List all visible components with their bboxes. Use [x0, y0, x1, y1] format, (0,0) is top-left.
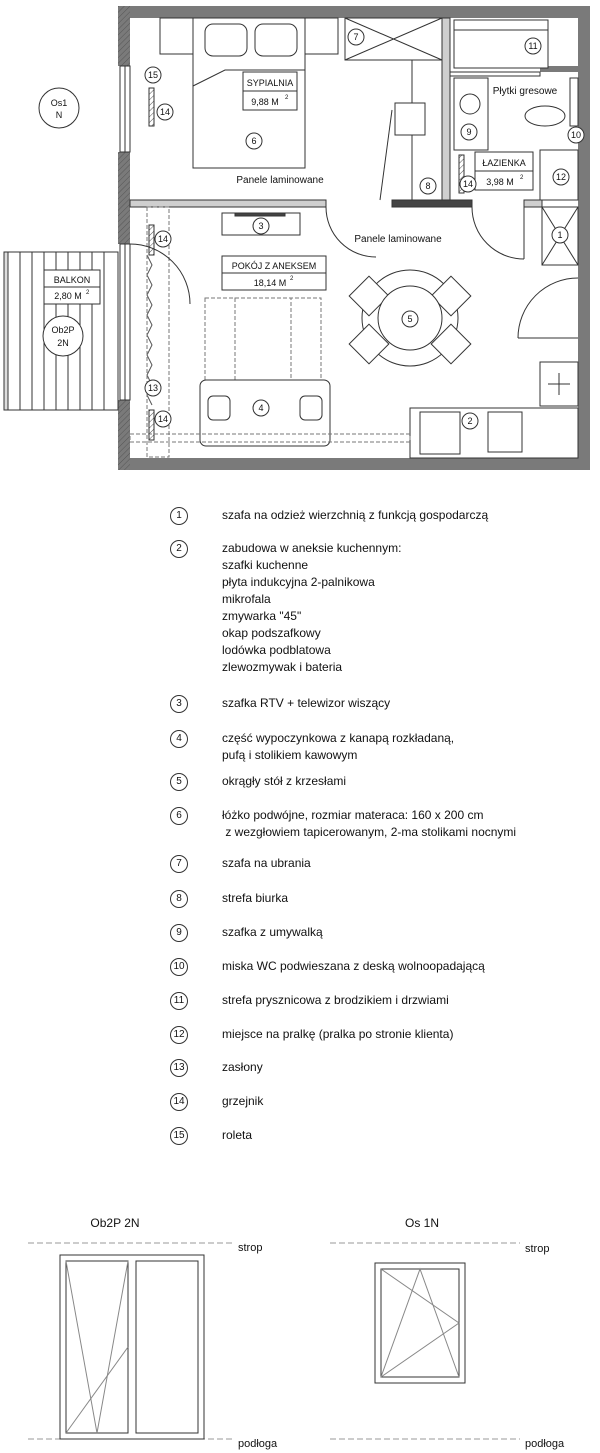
entry-door-arc	[518, 278, 578, 338]
svg-text:Ob2P: Ob2P	[51, 325, 75, 335]
balcony-door-arc	[130, 244, 190, 304]
level-strop-right: strop	[525, 1243, 550, 1255]
balcony-area-sup: 2	[86, 290, 90, 296]
window-elevation	[375, 1263, 465, 1383]
marker-15	[145, 67, 161, 83]
svg-text:7: 7	[353, 32, 359, 42]
svg-text:4: 4	[258, 403, 264, 413]
svg-text:5: 5	[407, 314, 413, 324]
bathroom-area-sup: 2	[520, 175, 524, 181]
window-ob2p	[120, 244, 130, 400]
marker-7	[348, 29, 364, 45]
svg-text:2: 2	[467, 416, 473, 426]
marker-14-bathroom	[460, 176, 476, 192]
window-os1	[120, 66, 130, 152]
marker-14-bedroom	[157, 104, 173, 120]
svg-text:14: 14	[462, 179, 474, 189]
svg-text:11: 11	[528, 41, 538, 51]
level-podloga-right: podłoga	[525, 1438, 565, 1450]
svg-text:13: 13	[147, 383, 159, 393]
floor-plan	[0, 0, 600, 480]
living-area-sup: 2	[290, 276, 294, 282]
svg-text:9: 9	[466, 127, 472, 137]
bathroom-area: 3,98 M	[486, 177, 514, 187]
floor-label-bedroom: Panele laminowane	[236, 175, 324, 186]
svg-text:14: 14	[157, 414, 169, 424]
kitchen-unit	[410, 362, 578, 458]
level-strop-left: strop	[238, 1242, 263, 1254]
svg-text:6: 6	[251, 136, 257, 146]
marker-8	[420, 178, 436, 194]
svg-text:N: N	[55, 110, 63, 120]
elevation-title-right: Os 1N	[404, 1216, 440, 1230]
living-name: POKÓJ Z ANEKSEM	[231, 261, 317, 271]
elevation-title-left: Ob2P 2N	[90, 1216, 140, 1230]
floor-label-tiles: Płytki gresowe	[492, 86, 558, 97]
level-podloga-left: podłoga	[238, 1438, 278, 1450]
window-tag-os1	[39, 88, 79, 128]
bathroom-name: ŁAZIENKA	[482, 158, 526, 168]
window-elevations	[0, 1205, 600, 1453]
marker-6	[246, 133, 262, 149]
marker-1	[552, 227, 568, 243]
marker-2	[462, 413, 478, 429]
balcony-name: BALKON	[53, 275, 91, 285]
marker-11	[525, 38, 541, 54]
svg-text:10: 10	[570, 130, 582, 140]
desk	[395, 60, 442, 200]
living-area: 18,14 M	[253, 278, 287, 288]
svg-text:Os1: Os1	[50, 98, 68, 108]
bathroom-door-arc	[472, 207, 524, 259]
svg-text:3: 3	[258, 221, 264, 231]
marker-5	[402, 311, 418, 327]
svg-text:1: 1	[557, 230, 563, 240]
floor-label-living: Panele laminowane	[354, 234, 442, 245]
hall-door-arc	[326, 207, 376, 257]
svg-text:12: 12	[555, 172, 567, 182]
marker-14-living-bottom	[155, 411, 171, 427]
marker-9	[461, 124, 477, 140]
window-tag-ob2p	[43, 316, 83, 356]
bedroom-name: SYPIALNIA	[246, 78, 294, 88]
balcony-area: 2,80 M	[54, 291, 82, 301]
marker-12	[553, 169, 569, 185]
balcony-door-elevation	[60, 1255, 204, 1439]
bedroom-door-arc	[380, 110, 392, 200]
svg-text:8: 8	[425, 181, 431, 191]
marker-3	[253, 218, 269, 234]
marker-14-living-top	[155, 231, 171, 247]
marker-4	[253, 400, 269, 416]
marker-10	[568, 127, 584, 143]
svg-text:14: 14	[159, 107, 171, 117]
svg-text:15: 15	[147, 70, 159, 80]
marker-13	[145, 380, 161, 396]
bedroom-area: 9,88 M	[251, 97, 279, 107]
rug	[205, 298, 321, 382]
bedroom-area-sup: 2	[285, 95, 289, 101]
svg-text:2N: 2N	[57, 338, 69, 348]
svg-text:14: 14	[157, 234, 169, 244]
